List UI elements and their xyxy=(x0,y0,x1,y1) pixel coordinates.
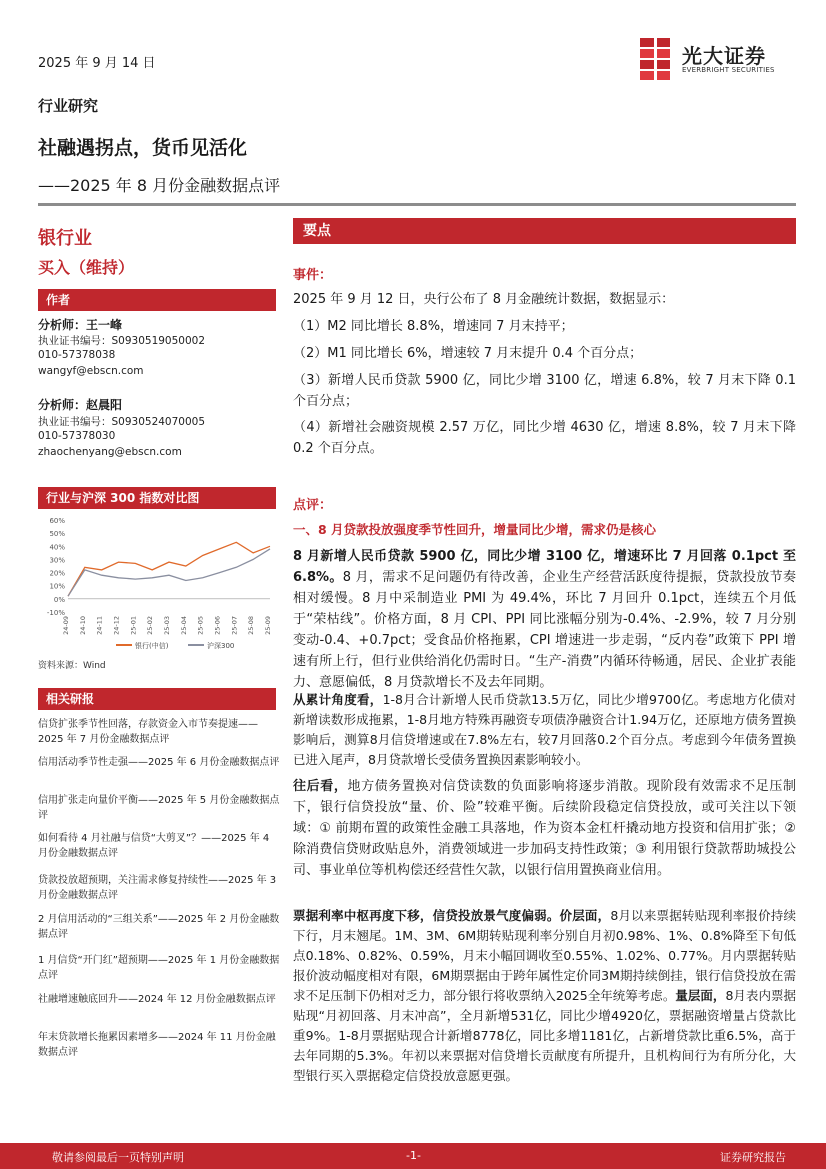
x-tick-label: 25-07 xyxy=(230,616,239,635)
footer-report-type: 证券研究报告 xyxy=(720,1151,786,1164)
paragraph-text: 1-8月合计新增人民币贷款13.5万亿，同比少增9700亿。考虑地方化债对新增读数形成拖累，1-8月地方特殊再融资专项债净融资合计1.94万亿，还原地方债务置换影响后，测算8月信贷增速或在7.8%左右，较7月回落0.2个百分点。考虑到今年债务置换已进入尾声，8月贷款增长受债务置换因素影响较小。 xyxy=(293,692,796,767)
x-tick-label: 24-10 xyxy=(78,616,87,635)
analyst-cert: 执业证书编号：S0930519050002 xyxy=(38,335,206,347)
paragraph-lead: 从累计角度看， xyxy=(293,692,383,707)
related-report-link[interactable]: 贷款投放超预期，关注需求修复持续性——2025 年 3 月份金融数据点评 xyxy=(38,875,277,901)
analyst-name: 分析师：赵晨阳 xyxy=(38,398,123,412)
event-label: 事件： xyxy=(293,268,333,283)
event-item: （2）M1 同比增长 6%，增速较 7 月末提升 0.4 个百分点； xyxy=(293,346,643,361)
series-line xyxy=(68,549,270,596)
report-type: 行业研究 xyxy=(38,97,99,115)
x-tick-label: 24-11 xyxy=(95,616,104,635)
y-tick-label: 10% xyxy=(49,582,65,591)
logo-mark-icon xyxy=(640,38,670,80)
legend-label: 沪深300 xyxy=(207,642,235,650)
event-item: （4）新增社会融资规模 2.57 万亿，同比少增 4630 亿，增速 8.8%，较 7 月末下降 0.2 个百分点。 xyxy=(293,420,796,456)
y-tick-label: 60% xyxy=(49,517,65,525)
related-report-link[interactable]: 信用扩张走向量价平衡——2025 年 5 月份金融数据点评 xyxy=(38,795,280,821)
analyst-email[interactable]: zhaochenyang@ebscn.com xyxy=(38,446,182,458)
key-points-header: 要点 xyxy=(293,218,796,244)
analyst-email[interactable]: wangyf@ebscn.com xyxy=(38,365,144,377)
paragraph-text: 地方债务置换对信贷读数的负面影响将逐步消散。现阶段有效需求不足压制下，银行信贷投放“量、价、险”较难平衡。后续阶段稳定信贷投放，或可关注以下领域：① 前期布置的政策性金融工具落地，作为资本金杠杆撬动地方投资和信用扩张；② 除消费信贷财政贴息外，消费领域进一步加码支持性政策；③ 利用银行贷款帮助城投公司、事业单位等机构偿还经营性欠款，以银行信用置换商业信用。 xyxy=(293,779,796,878)
paragraph xyxy=(293,776,796,881)
x-tick-label: 25-01 xyxy=(129,616,138,635)
x-tick-label: 25-08 xyxy=(247,616,256,635)
x-tick-label: 25-06 xyxy=(213,616,222,635)
legend-label: 银行(中信) xyxy=(135,642,169,650)
related-report-link[interactable]: 信用活动季节性走强——2025 年 6 月份金融数据点评 xyxy=(38,757,280,768)
x-tick-label: 25-02 xyxy=(146,616,155,635)
x-tick-label: 25-04 xyxy=(179,616,188,635)
authors-header: 作者 xyxy=(38,289,276,311)
related-report-link[interactable]: 如何看待 4 月社融与信贷“大剪叉”？——2025 年 4 月份金融数据点评 xyxy=(38,833,270,859)
chart-source: 资料来源：Wind xyxy=(38,661,106,671)
report-title: 社融遇拐点，货币见活化 xyxy=(38,137,248,159)
related-report-link[interactable]: 信贷扩张季节性回落，存款资金入市节奏提速——2025 年 7 月份金融数据点评 xyxy=(38,719,258,745)
x-tick-label: 24-12 xyxy=(112,616,121,635)
y-tick-label: 30% xyxy=(49,556,65,565)
series-line xyxy=(68,542,270,596)
footer-disclaimer[interactable]: 敬请参阅最后一页特别声明 xyxy=(52,1151,184,1164)
related-report-link[interactable]: 2 月信用活动的“三组关系”——2025 年 2 月份金融数据点评 xyxy=(38,914,280,940)
y-tick-label: -10% xyxy=(46,609,65,617)
event-item: （3）新增人民币贷款 5900 亿，同比少增 3100 亿，增速 6.8%，较 7 月末下降 0.1 个百分点； xyxy=(293,373,796,409)
event-item: （1）M2 同比增长 8.8%，增速同 7 月末持平； xyxy=(293,319,574,334)
x-tick-label: 25-09 xyxy=(264,616,272,635)
company-logo xyxy=(640,38,800,82)
x-tick-label: 24-09 xyxy=(62,616,70,635)
analyst-name: 分析师：王一峰 xyxy=(38,318,123,332)
report-subtitle: ——2025 年 8 月份金融数据点评 xyxy=(38,176,281,195)
logo-text-en: EVERBRIGHT SECURITIES xyxy=(682,66,775,74)
industry-name: 银行业 xyxy=(38,228,92,249)
paragraph-text: 8月表内票据贴现“月初回落、月末冲高”，全月新增531亿，同比少增4920亿，票据融资增量占贷款比重9%。1-8月票据贴现合计新增8778亿，同比多增1181亿，占新增贷款比重6.5%，高于去年同期的5.3%。年初以来票据对信贷增长贡献度有所提升，且机构间行为有所分化，大型银行买入票据稳定信贷投放意愿更强。 xyxy=(293,988,796,1083)
event-intro: 2025 年 9 月 12 日，央行公布了 8 月金融统计数据，数据显示： xyxy=(293,292,675,307)
analyst-phone: 010-57378030 xyxy=(38,430,116,442)
y-tick-label: 0% xyxy=(53,595,65,604)
page-footer xyxy=(0,1143,826,1169)
related-report-link[interactable]: 年末贷款增长拖累因素增多——2024 年 11 月份金融数据点评 xyxy=(38,1032,276,1058)
y-tick-label: 50% xyxy=(49,530,65,539)
paragraph-lead: 8 月新增人民币贷款 5900 亿，同比少增 3100 亿，增速环比 7 月回落 0.1pct 至 6.8%。 xyxy=(293,549,796,585)
rating: 买入（维持） xyxy=(38,258,135,277)
section-heading: 一、8 月贷款投放强度季节性回升，增量同比少增，需求仍是核心 xyxy=(293,522,657,537)
comment-label: 点评： xyxy=(293,498,333,513)
report-date: 2025 年 9 月 14 日 xyxy=(38,56,156,71)
related-report-link[interactable]: 社融增速触底回升——2024 年 12 月份金融数据点评 xyxy=(38,994,276,1005)
page-number: -1- xyxy=(406,1149,421,1162)
x-tick-label: 25-05 xyxy=(196,616,205,635)
paragraph-lead: 往后看， xyxy=(293,779,348,794)
paragraph xyxy=(293,546,796,693)
paragraph-text: 8 月，需求不足问题仍有待改善，企业生产经营活跃度待提振，贷款投放节奏相对缓慢。8 月中采制造业 PMI 为 49.4%，环比 7 月回升 0.1pct，连续五个月低于“荣枯线”。价格方面，8 月 CPI、PPI 同比涨幅分别为-0.4%、-2.9%，较 7 月分别变动-0.4、+0.7pct；受食品价格拖累，CPI 增速进一步走弱，“反内卷”政策下 PPI 增速有所上行，但行业供给消化仍需时日。“生产-消费”内循环待畅通，居民、企业扩表能力、意愿偏低，8 月贷款增长不及去年同期。 xyxy=(293,570,797,690)
analyst-phone: 010-57378038 xyxy=(38,349,116,361)
analyst-cert: 执业证书编号：S0930524070005 xyxy=(38,416,206,428)
header-divider xyxy=(38,203,796,206)
paragraph-text: 8月以来票据转贴现利率报价持续下行，月末翘尾。1M、3M、6M期转贴现利率分别自月初0.98%、1%、0.8%降至下旬低点0.18%、0.82%、0.59%，月末小幅回调收至0.55%、1.02%、0.77%。月内票据转贴报价波动幅度相对有限，6M期票据由于跨年属性定价同3M期持续倒挂，银行信贷投放在需求不足压制下仍相对乏力，部分银行将收票纳入2025全年统筹考虑。 xyxy=(293,908,796,1003)
y-tick-label: 40% xyxy=(49,543,65,552)
paragraph-lead: 票据利率中枢再度下移，信贷投放景气度偏弱。价层面， xyxy=(293,908,611,923)
paragraph xyxy=(293,690,796,770)
chart-header: 行业与沪深 300 指数对比图 xyxy=(38,487,276,509)
related-header: 相关研报 xyxy=(38,688,276,710)
paragraph xyxy=(293,906,796,1086)
x-tick-label: 25-03 xyxy=(163,616,171,635)
y-tick-label: 20% xyxy=(49,569,65,578)
logo-text-cn: 光大证券 xyxy=(682,44,766,68)
paragraph-lead: 量层面， xyxy=(675,988,726,1003)
comparison-chart xyxy=(38,512,278,652)
related-report-link[interactable]: 1 月信贷“开门红”超预期——2025 年 1 月份金融数据点评 xyxy=(38,955,280,981)
